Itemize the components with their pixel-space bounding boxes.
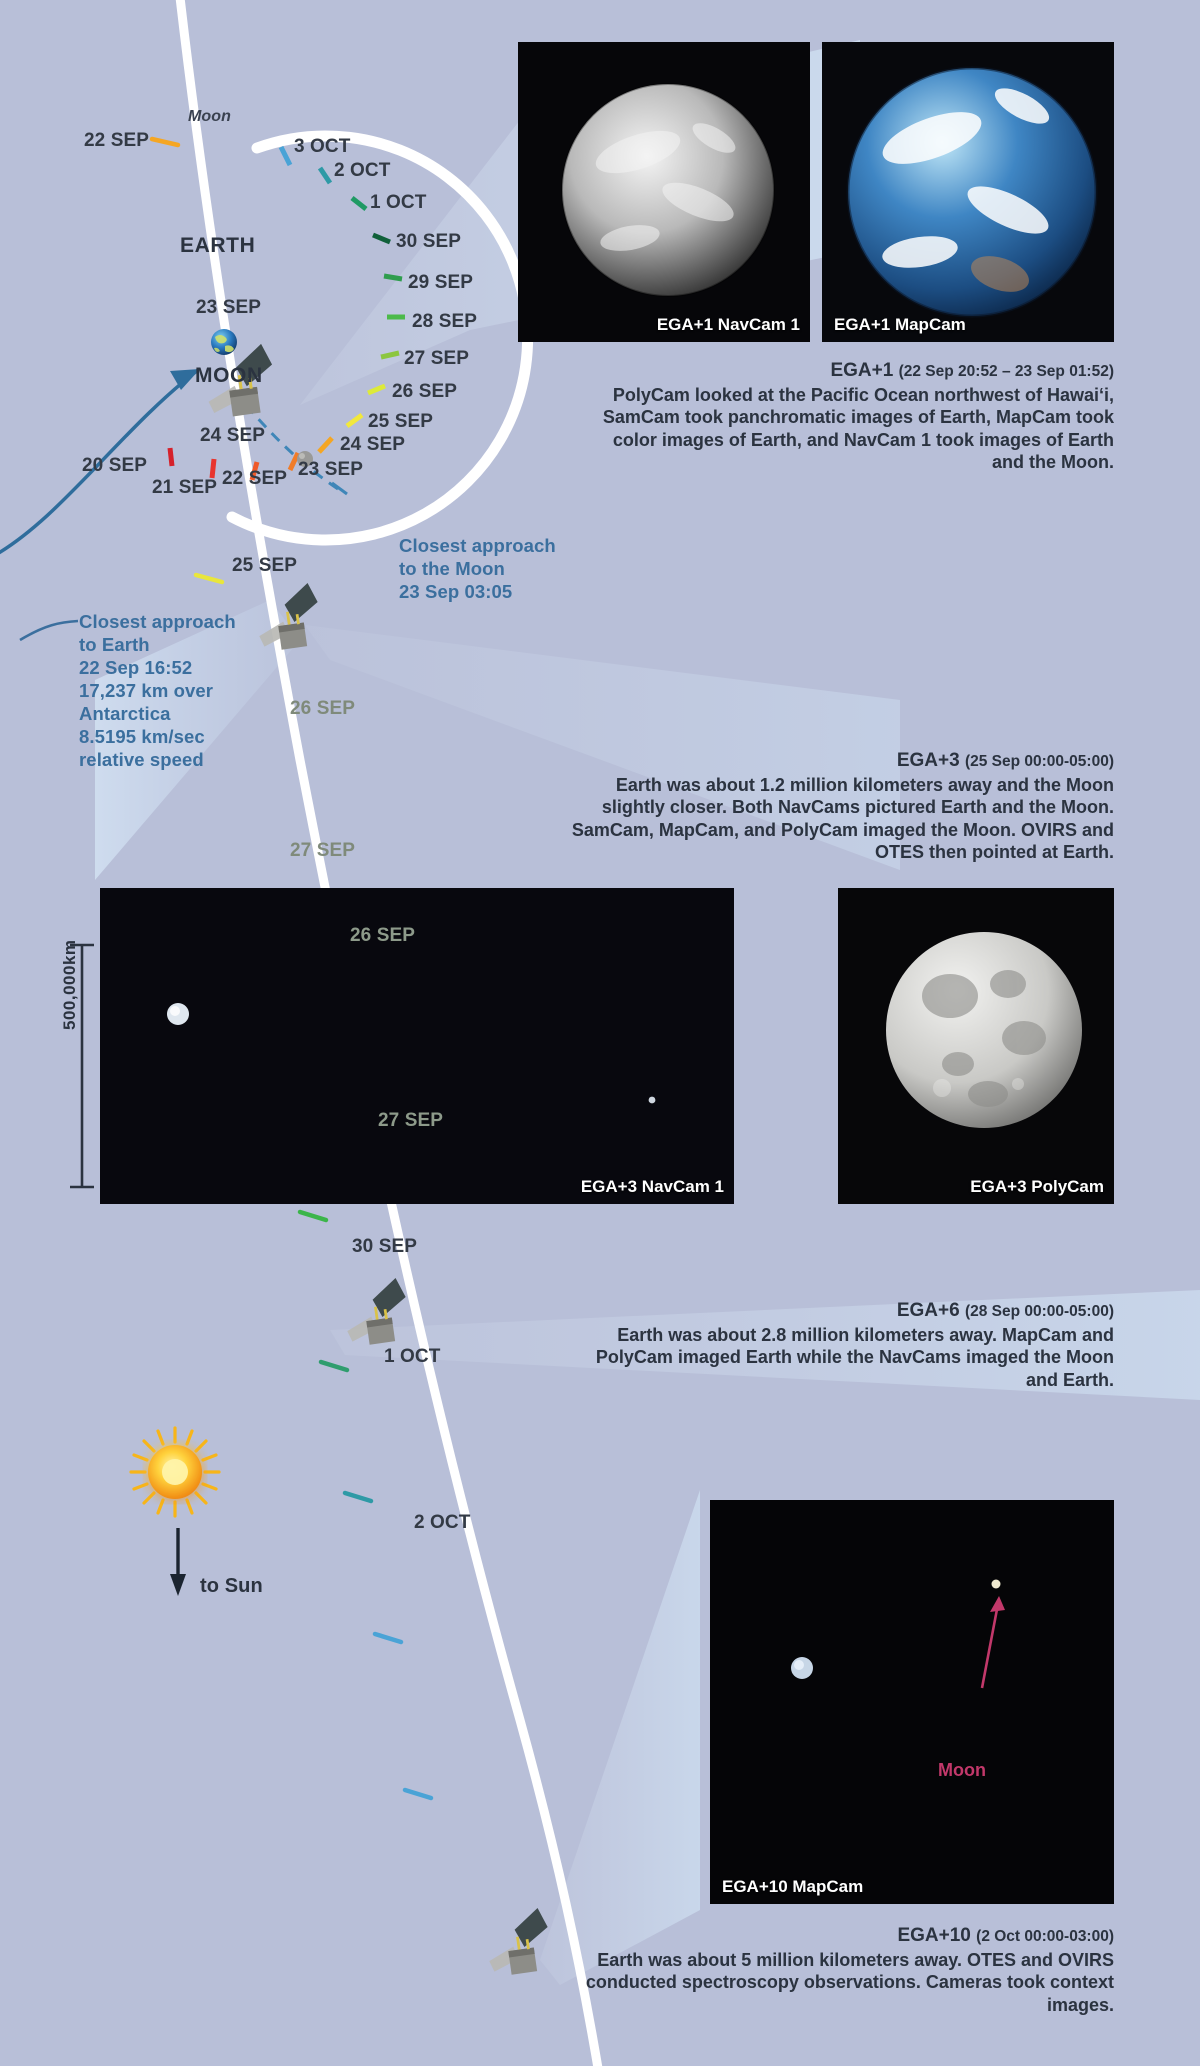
ega6-time-text: (28 Sep 00:00-05:00): [964, 1303, 1114, 1320]
photo-ega1-navcam1: [518, 42, 810, 342]
ega6-heading-text: EGA+6: [896, 1300, 960, 1321]
traj-date-24-sep: 24 SEP: [200, 425, 266, 446]
moon-date-22-sep: 22 SEP: [222, 468, 288, 489]
caption-ega3: [560, 750, 1114, 864]
traj-date-25-sep: 25 SEP: [232, 555, 298, 576]
ca-earth-l2: to Earth: [79, 634, 150, 655]
sun-graphic: [131, 1428, 219, 1516]
moon-date-3-oct: 3 OCT: [294, 136, 351, 157]
ega1-time-text: (22 Sep 20:52 – 23 Sep 01:52): [898, 363, 1114, 380]
ca-earth-l1: Closest approach: [79, 611, 236, 632]
closest-approach-earth-annotation: [79, 610, 236, 771]
photo-caption-ega3-navcam1: EGA+3 NavCam 1: [580, 1177, 724, 1196]
caption-ega10: [560, 1925, 1114, 2016]
ega1-heading-text: EGA+1: [830, 360, 894, 381]
traj-date-30-sep: 30 SEP: [352, 1236, 418, 1257]
ca-earth-l5: Antarctica: [79, 703, 171, 724]
photo-ega1-mapcam: [822, 42, 1114, 342]
caption-ega10-heading: [560, 1925, 1114, 1949]
earth-label: EARTH: [180, 234, 256, 257]
scale-bar-label: 500,000km: [60, 939, 79, 1030]
ega10-time-text: (2 Oct 00:00-03:00): [976, 1928, 1114, 1945]
ega3-heading-text: EGA+3: [896, 750, 960, 771]
moon-date-24-sep: 24 SEP: [340, 434, 406, 455]
caption-ega6-body: Earth was about 2.8 million kilometers away. MapCam and PolyCam imaged Earth while the NavCams imaged the Moon and Earth.: [595, 1324, 1114, 1390]
caption-ega3-body: Earth was about 1.2 million kilometers away and the Moon slightly closer. Both NavCams pictured Earth and the Moon. SamCam, MapCam, and PolyCam imaged the Moon. OVIRS and OTES then pointed at Earth.: [571, 774, 1114, 862]
ca-earth-l4: 17,237 km over: [79, 680, 214, 701]
photo-caption-ega10-mapcam: EGA+10 MapCam: [722, 1877, 864, 1896]
to-sun-arrowhead: [170, 1574, 186, 1596]
closest-approach-moon-annotation: [399, 534, 556, 603]
photo-ega10-moon-annotation: Moon: [938, 1760, 986, 1780]
ca-earth-l7: relative speed: [79, 749, 204, 770]
caption-ega1: [600, 360, 1114, 474]
caption-ega3-heading: [560, 750, 1114, 774]
moon-label: MOON: [195, 364, 263, 387]
moon-date-25-sep: 25 SEP: [368, 411, 434, 432]
traj-date-23-sep: 23 SEP: [196, 297, 262, 318]
photo-caption-ega1-mapcam: EGA+1 MapCam: [834, 315, 966, 334]
caption-ega1-body: PolyCam looked at the Pacific Ocean northwest of Hawai‘i, SamCam took panchromatic images of Earth, MapCam took color images of Earth, and NavCam 1 took images of Earth and the Moon.: [602, 384, 1114, 472]
moon-date-28-sep: 28 SEP: [412, 311, 478, 332]
moon-date-27-sep: 27 SEP: [404, 348, 470, 369]
photo-caption-ega1-navcam1: EGA+1 NavCam 1: [656, 315, 800, 334]
moon-date-26-sep: 26 SEP: [392, 381, 458, 402]
photo-ega3-polycam: [838, 888, 1114, 1204]
moon-date-23-sep: 23 SEP: [298, 459, 364, 480]
caption-ega6: [560, 1300, 1114, 1391]
ca-moon-l2: to the Moon: [399, 558, 505, 579]
earth-globe: [211, 329, 237, 355]
to-sun-label: to Sun: [200, 1575, 263, 1597]
moon-date-2-oct: 2 OCT: [334, 160, 391, 181]
photo-overlay-date-27-sep: 27 SEP: [378, 1110, 444, 1131]
moon-date-1-oct: 1 OCT: [370, 192, 427, 213]
traj-date-22-sep: 22 SEP: [84, 130, 150, 151]
ega3-time-text: (25 Sep 00:00-05:00): [964, 753, 1114, 770]
moon-date-30-sep: 30 SEP: [396, 231, 462, 252]
caption-ega1-heading: [600, 360, 1114, 384]
moon-date-20-sep: 20 SEP: [82, 455, 148, 476]
closest-earth-leader: [20, 621, 78, 640]
traj-date-26-sep: 26 SEP: [290, 698, 356, 719]
spacecraft-ega10: [483, 1907, 554, 1978]
photo-ega3-navcam1: [100, 888, 734, 1204]
traj-date-1-oct: 1 OCT: [384, 1346, 441, 1367]
ca-earth-l3: 22 Sep 16:52: [79, 657, 193, 678]
photo-caption-ega3-polycam: EGA+3 PolyCam: [970, 1177, 1104, 1196]
ega10-heading-text: EGA+10: [897, 1925, 971, 1946]
moon-orbit-caption: Moon: [188, 108, 232, 125]
traj-date-27-sep: 27 SEP: [290, 840, 356, 861]
ca-moon-l1: Closest approach: [399, 535, 556, 556]
moon-date-21-sep: 21 SEP: [152, 477, 218, 498]
moon-date-29-sep: 29 SEP: [408, 272, 474, 293]
caption-ega6-heading: [560, 1300, 1114, 1324]
ca-earth-l6: 8.5195 km/sec: [79, 726, 205, 747]
traj-date-2-oct: 2 OCT: [414, 1512, 471, 1533]
photo-ega10-mapcam: [710, 1500, 1114, 1904]
ca-moon-l3: 23 Sep 03:05: [399, 581, 513, 602]
photo-overlay-date-26-sep: 26 SEP: [350, 925, 416, 946]
caption-ega10-body: Earth was about 5 million kilometers away. OTES and OVIRS conducted spectroscopy observations. Cameras took context images.: [585, 1949, 1114, 2015]
